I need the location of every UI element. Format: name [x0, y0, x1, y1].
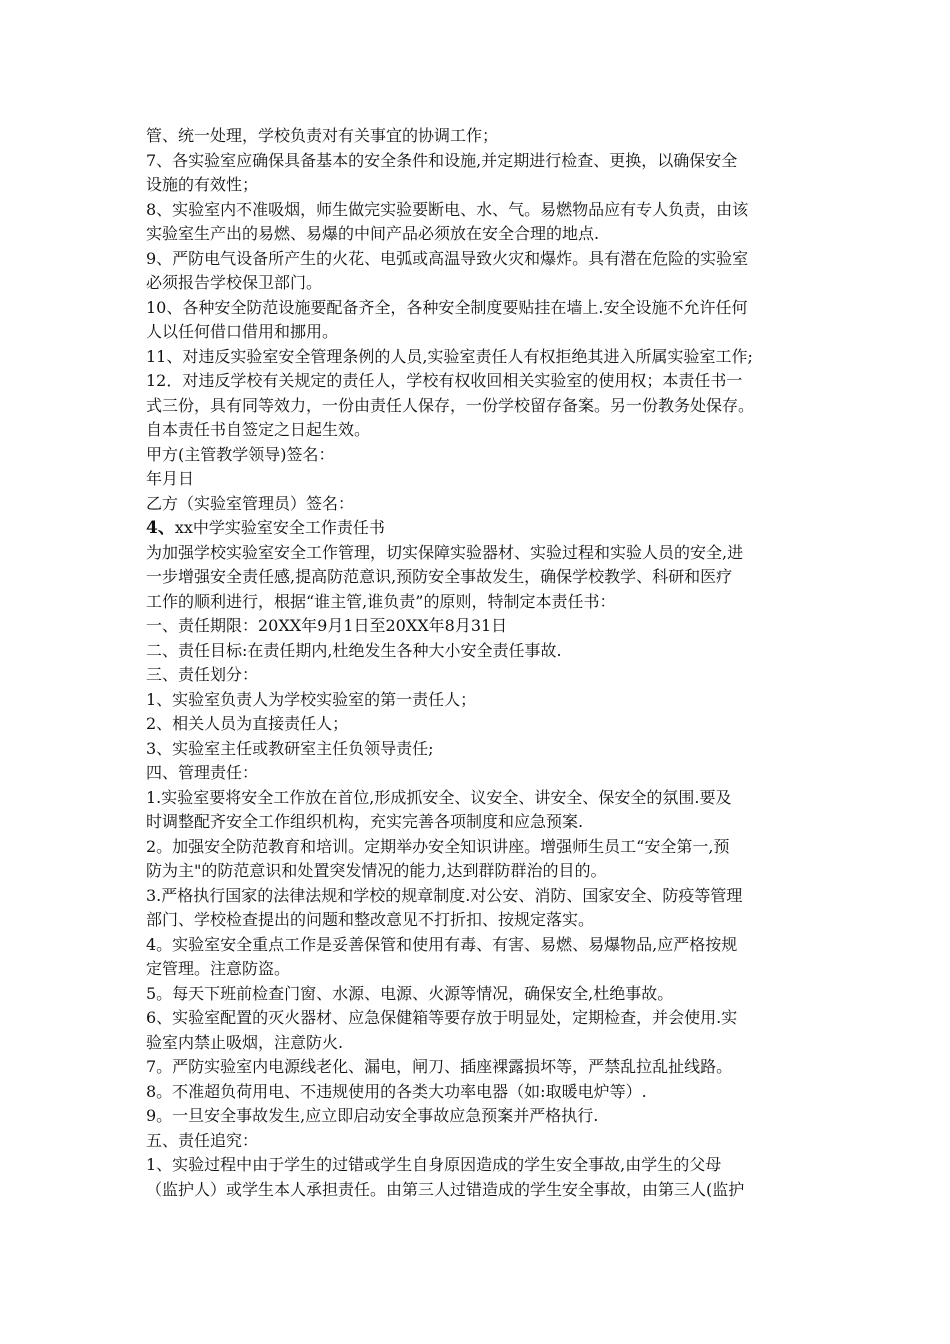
- text-line: 人以任何借口借用和挪用。: [146, 322, 339, 341]
- text-line: 式三份，具有同等效力，一份由责任人保存，一份学校留存备案。另一份教务处保存。: [146, 395, 755, 415]
- text-line: 二、责任目标:在责任期内,杜绝发生各种大小安全责任事故.: [146, 640, 562, 660]
- section-title: xx中学实验室安全工作责任书: [174, 518, 385, 537]
- text-line: 必须报告学校保卫部门。: [146, 273, 323, 292]
- text-line: 4。实验室安全重点工作是妥善保管和使用有毒、有害、易燃、易爆物品,应严格按规: [146, 934, 738, 954]
- text-line: 一步增强安全责任感,提高防范意识,预防安全事故发生，确保学校教学、科研和医疗: [146, 567, 733, 586]
- text-line: 定管理。注意防盗。: [146, 959, 291, 978]
- text-line: 1.实验室要将安全工作放在首位,形成抓安全、议安全、讲安全、保安全的氛围.要及: [146, 787, 732, 807]
- text-line: 工作的顺利进行，根据“谁主管,谁负责”的原则，特制定本责任书：: [146, 591, 616, 611]
- text-line: 7。严防实验室内电源线老化、漏电，闸刀、插座裸露损坏等，严禁乱拉乱扯线路。: [146, 1057, 733, 1076]
- text-line: 为加强学校实验室安全工作管理，切实保障实验器材、实验过程和实验人员的安全,进: [146, 542, 744, 562]
- text-line: 时调整配齐安全工作组织机构，充实完善各项制度和应急预案.: [146, 812, 584, 831]
- text-line: 管、统一处理，学校负责对有关事宜的协调工作；: [146, 126, 499, 145]
- text-line: 8。不准超负荷用电、不违规使用的各类大功率电器（如:取暖电炉等）.: [146, 1081, 647, 1101]
- text-line: 12．对违反学校有关规定的责任人，学校有权收回相关实验室的使用权；本责任书一: [146, 371, 743, 390]
- text-line: 2。加强安全防范教育和培训。定期举办安全知识讲座。增强师生员工“安全第一,预: [146, 836, 730, 856]
- text-line: 甲方(主管教学领导)签名：: [146, 444, 335, 464]
- text-line: 8、实验室内不准吸烟，师生做完实验要断电、水、气。易燃物品应有专人负责，由该: [146, 199, 749, 219]
- text-line: 三、责任划分：: [146, 665, 259, 684]
- text-line: 验室内禁止吸烟，注意防火.: [146, 1032, 344, 1052]
- text-line: 1、实验过程中由于学生的过错或学生自身原因造成的学生安全事故,由学生的父母: [146, 1155, 722, 1174]
- text-line: 部门、学校检查提出的问题和整改意见不打折扣、按规定落实。: [146, 910, 595, 929]
- text-line: 9、严防电气设备所产生的火花、电弧或高温导致火灾和爆炸。具有潜在危险的实验室: [146, 248, 749, 268]
- text-line: 3、实验室主任或教研室主任负领导责任;: [146, 738, 434, 758]
- section-number: 4、: [146, 518, 175, 538]
- text-line: 1、实验室负责人为学校实验室的第一责任人；: [146, 689, 477, 709]
- text-line: 3.严格执行国家的法律法规和学校的规章制度.对公安、消防、国家安全、防疫等管理: [146, 885, 743, 905]
- text-line: 一、责任期限：20XX年9月1日至20XX年8月31日: [146, 616, 508, 635]
- text-line: 10、各种安全防范设施要配备齐全，各种安全制度要贴挂在墙上.安全设施不允许任何: [146, 297, 748, 317]
- text-line: 五、责任追究：: [146, 1130, 259, 1150]
- text-line: 防为主"的防范意识和处置突发情况的能力,达到群防群治的目的。: [146, 861, 607, 880]
- text-line: 实验室生产出的易燃、易爆的中间产品必须放在安全合理的地点.: [146, 224, 600, 243]
- text-line: 设施的有效性；: [146, 175, 259, 194]
- text-line: 乙方（实验室管理员）签名：: [146, 493, 355, 513]
- text-line: （监护人）或学生本人承担责任。由第三人过错造成的学生安全事故，由第三人(监护: [146, 1179, 745, 1199]
- text-line: 自本责任书自签定之日起生效。: [146, 420, 371, 439]
- text-line: 2、相关人员为直接责任人；: [146, 714, 349, 733]
- text-line: 5。每天下班前检查门窗、水源、电源、火源等情况，确保安全,杜绝事故。: [146, 983, 674, 1003]
- document-page: [146, 124, 806, 1202]
- text-line: 年月日: [146, 469, 195, 488]
- text-line: 9。一旦安全事故发生,应立即启动安全事故应急预案并严格执行.: [146, 1106, 599, 1125]
- text-line: 6、实验室配置的灭火器材、应急保健箱等要存放于明显处，定期检查，并会使用.实: [146, 1008, 738, 1027]
- text-line: 四、管理责任：: [146, 763, 259, 782]
- section-heading: [146, 516, 806, 541]
- text-line: 11、对违反实验室安全管理条例的人员,实验室责任人有权拒绝其进入所属实验室工作;: [146, 346, 753, 366]
- text-line: 7、各实验室应确保具备基本的安全条件和设施,并定期进行检查、更换，以确保安全: [146, 150, 738, 170]
